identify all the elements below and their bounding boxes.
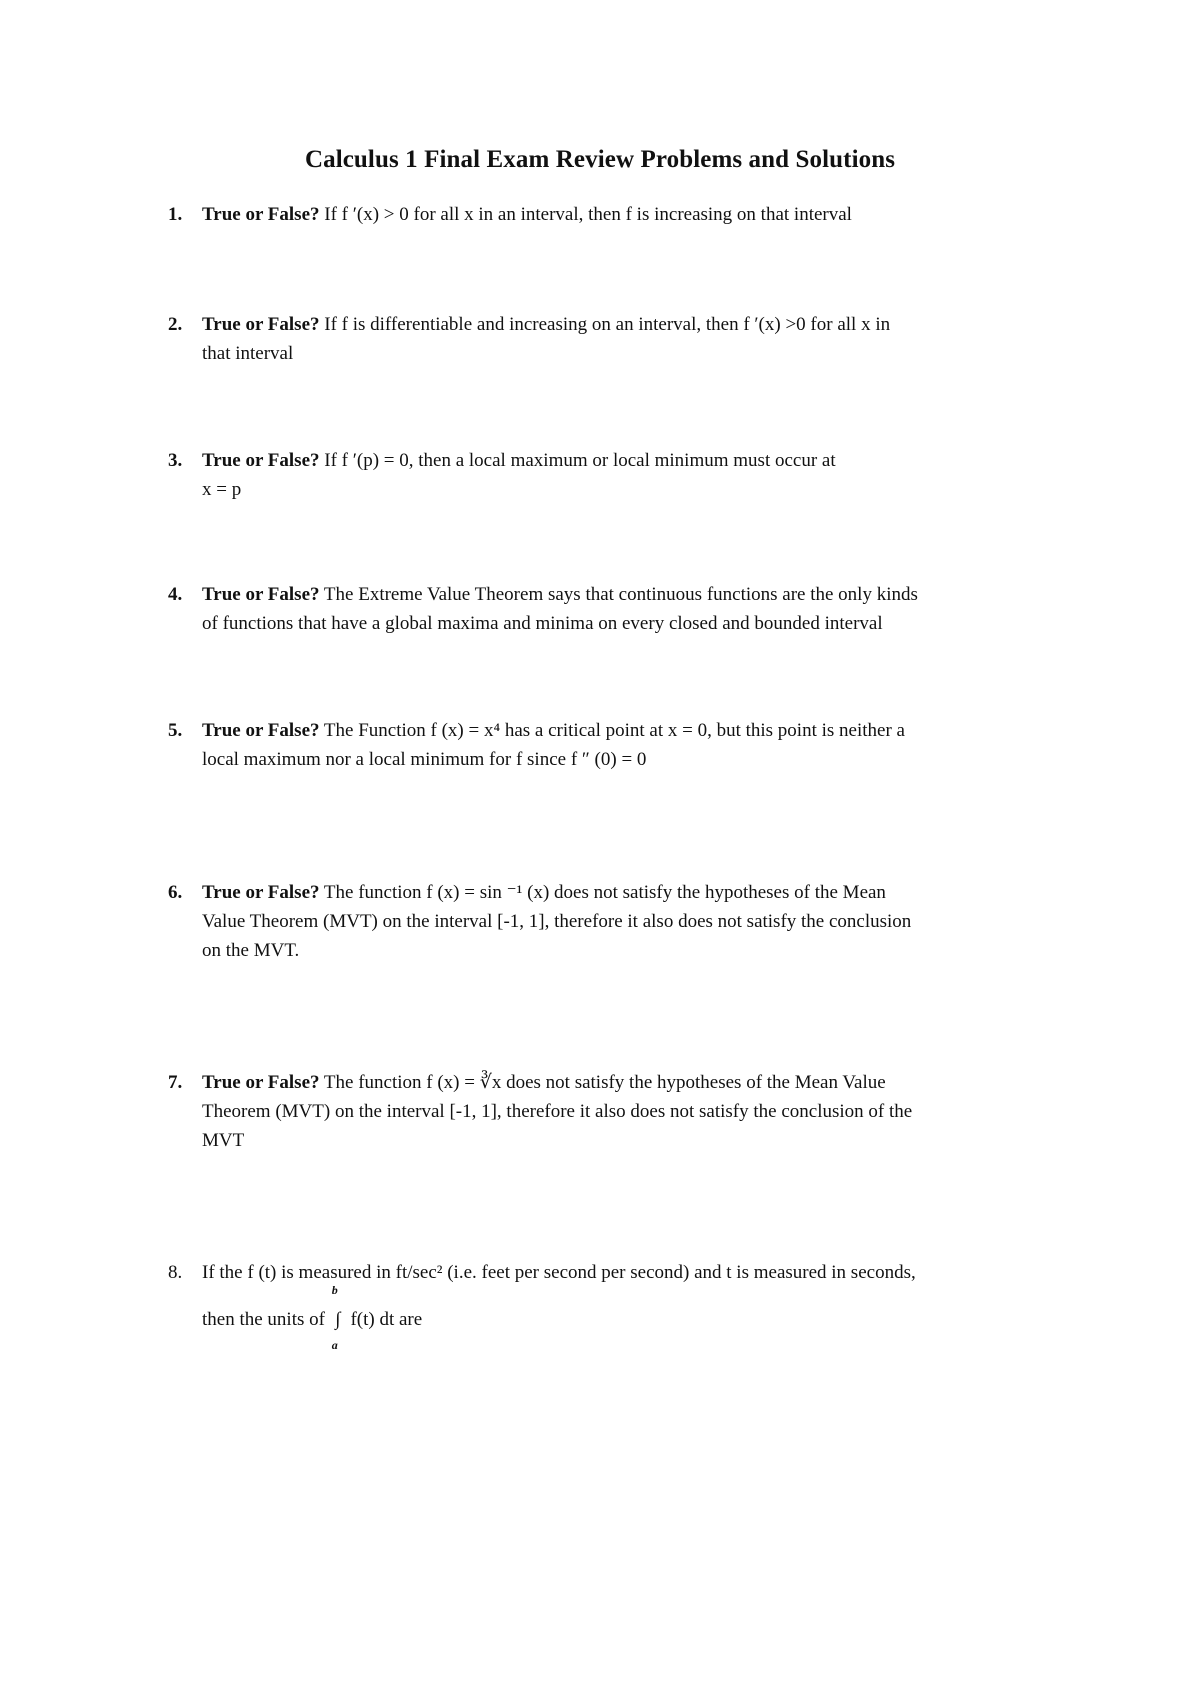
problem-statement-line: on the MVT. — [202, 940, 300, 961]
problem-statement: If f ′(x) > 0 for all x in an interval, then f is increasing on that interval — [324, 204, 852, 225]
problem-statement-line: of functions that have a global maxima and minima on every closed and bounded interval — [202, 613, 883, 634]
integral-sign: ∫ — [335, 1309, 341, 1330]
true-false-label: True or False? — [202, 720, 320, 741]
problem-statement-line: x = p — [202, 479, 242, 500]
problem-statement-line: The Extreme Value Theorem says that continuous functions are the only kinds — [323, 584, 918, 605]
integral-prefix: then the units of — [202, 1309, 325, 1330]
problem-statement-line: that interval — [202, 343, 294, 364]
problem-statement-line: Value Theorem (MVT) on the interval [-1, 1], therefore it also does not satisfy the conclusion — [202, 911, 912, 932]
document-title: Calculus 1 Final Exam Review Problems and Solutions — [304, 146, 896, 173]
true-false-label: True or False? — [202, 450, 320, 471]
problem-statement-line: The Function f (x) = x⁴ has a critical point at x = 0, but this point is neither a — [323, 720, 905, 741]
problem-text — [202, 1258, 1062, 1352]
problem-text — [202, 1068, 1062, 1155]
true-false-label: True or False? — [202, 1072, 320, 1093]
problem-number: 2. — [168, 314, 183, 335]
problem-number: 1. — [168, 204, 183, 225]
true-false-label: True or False? — [202, 204, 320, 225]
true-false-label: True or False? — [202, 584, 320, 605]
problem-statement-line: The function f (x) = sin ⁻¹ (x) does not satisfy the hypotheses of the Mean — [323, 882, 886, 903]
problem-text — [202, 310, 1062, 368]
problem-statement-line: MVT — [202, 1130, 245, 1151]
problem-number: 5. — [168, 720, 183, 741]
integral-line — [202, 1283, 1062, 1352]
problem-text — [202, 446, 1062, 504]
problem-number: 4. — [168, 584, 183, 605]
problem-number: 8. — [168, 1262, 183, 1283]
integral-lower-limit: a — [331, 1338, 338, 1352]
problem-statement-line: If f is differentiable and increasing on an interval, then f ′(x) >0 for all x in — [324, 314, 891, 335]
problem-statement-line: local maximum nor a local minimum for f since f ″ (0) = 0 — [202, 749, 647, 770]
problem-statement-line: Theorem (MVT) on the interval [-1, 1], therefore it also does not satisfy the conclusion of the — [202, 1101, 913, 1122]
problem-text — [202, 878, 1062, 965]
problem-text — [202, 716, 1062, 774]
true-false-label: True or False? — [202, 882, 320, 903]
problem-statement-line: If the f (t) is measured in ft/sec² (i.e. feet per second per second) and t is measured in seconds, — [202, 1262, 916, 1283]
problem-number: 7. — [168, 1072, 183, 1093]
problem-statement-line: The function f (x) = ∛x does not satisfy the hypotheses of the Mean Value — [323, 1072, 886, 1093]
integral-expression — [330, 1283, 346, 1352]
integral-suffix: f(t) dt are — [350, 1309, 423, 1330]
integral-upper-limit: b — [331, 1283, 338, 1297]
problem-number: 3. — [168, 450, 183, 471]
problem-text — [202, 580, 1062, 638]
problem-text — [202, 200, 1062, 229]
true-false-label: True or False? — [202, 314, 320, 335]
problem-statement-line: If f ′(p) = 0, then a local maximum or local minimum must occur at — [324, 450, 836, 471]
problem-number: 6. — [168, 882, 183, 903]
